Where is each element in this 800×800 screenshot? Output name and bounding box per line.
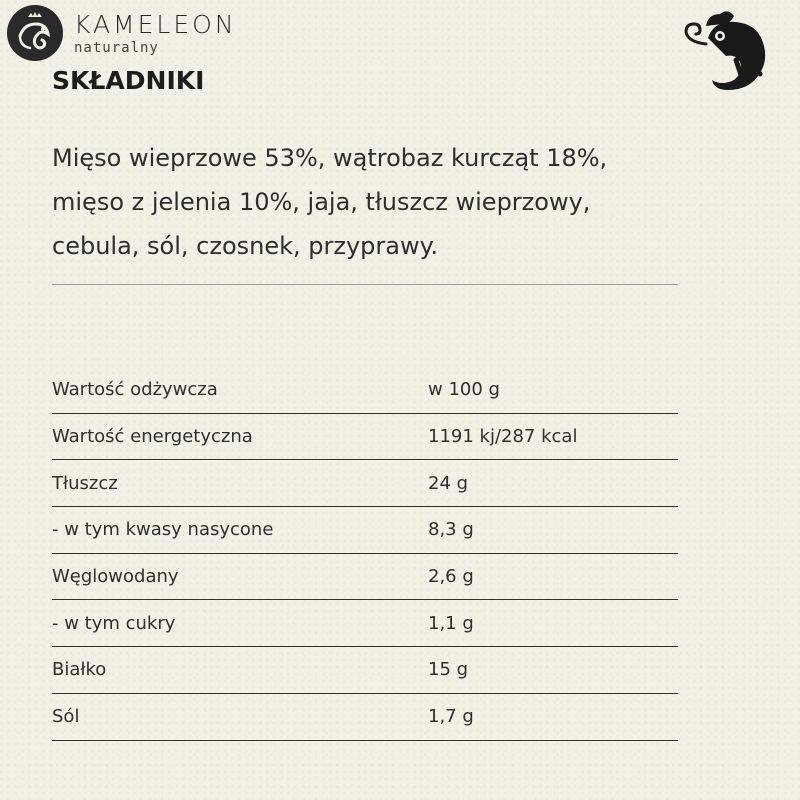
brand-name: KAMELEON [74,9,237,39]
chameleon-chef-mascot-icon [676,4,788,96]
nutrient-label: - w tym kwasy nasycone [52,519,274,541]
nutrient-value: 2,6 g [428,566,474,588]
nutrient-value: 8,3 g [428,519,474,541]
nutrient-value: 15 g [428,659,469,681]
section-title: SKŁADNIKI [52,66,205,95]
chameleon-crown-logo-icon [6,4,64,62]
nutrition-table [52,367,678,741]
nutrient-value: 24 g [428,472,469,494]
ingredients-line: mięso z jelenia 10%, jaja, tłuszcz wieprzowy, [52,188,591,216]
nutrient-label: Węglowodany [52,566,179,588]
table-row [52,414,678,461]
nutrient-label: Tłuszcz [52,472,118,494]
nutrient-label: - w tym cukry [52,612,176,634]
table-row [52,554,678,601]
ingredients-text [52,136,692,268]
nutrient-label: Sól [52,706,80,728]
table-row [52,460,678,507]
table-row [52,694,678,741]
table-row [52,600,678,647]
nutrient-value: 1191 kj/287 kcal [428,426,578,448]
brand-tagline: naturalny [74,39,159,56]
ingredients-line: cebula, sól, czosnek, przyprawy. [52,232,439,260]
table-row [52,507,678,554]
table-row [52,647,678,694]
ingredients-line: Mięso wieprzowe 53%, wątrobaz kurcząt 18%, [52,144,608,172]
nutrition-header-row [52,367,678,414]
nutrition-header-value: w 100 g [428,379,500,401]
section-divider [52,284,678,285]
brand-logo[interactable] [6,4,237,62]
nutrient-label: Wartość energetyczna [52,426,253,448]
nutrition-header-label: Wartość odżywcza [52,379,218,401]
nutrient-label: Białko [52,659,107,681]
nutrient-value: 1,7 g [428,706,474,728]
nutrient-value: 1,1 g [428,612,474,634]
